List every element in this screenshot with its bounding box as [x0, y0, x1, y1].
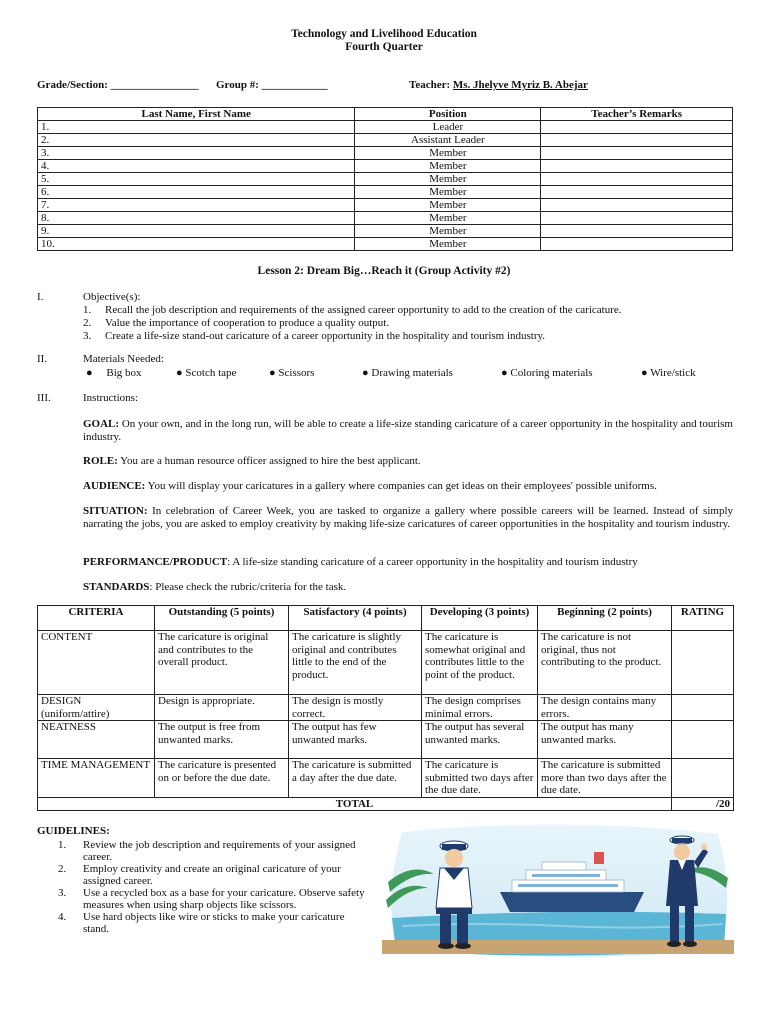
rubric-outstanding-cell: Design is appropriate. [155, 695, 289, 721]
rubric-criteria-cell: NEATNESS [38, 721, 155, 759]
standards-label: STANDARDS [83, 581, 150, 593]
rubric-satisfactory-cell: The design is mostly correct. [289, 695, 422, 721]
rubric-criteria-cell: CONTENT [38, 631, 155, 695]
bullet-icon: ● [362, 367, 369, 379]
material-label: Big box [106, 367, 142, 379]
member-remarks-cell [541, 238, 733, 251]
member-remarks-cell [541, 225, 733, 238]
rubric-outstanding-cell: The output is free from unwanted marks. [155, 721, 289, 759]
rubric-beginning-cell: The caricature is submitted more than two days after the due date. [538, 759, 672, 798]
member-row [38, 134, 733, 147]
rubric-satisfactory-cell: The output has few unwanted marks. [289, 721, 422, 759]
rubric-developing-cell: The output has several unwanted marks. [422, 721, 538, 759]
objective-number: 3. [83, 330, 92, 342]
teacher-field [409, 79, 588, 91]
guideline-text: Employ creativity and create an original caricature of your assigned career. [83, 863, 341, 887]
objectives-heading: Objective(s): [83, 291, 141, 303]
material-label: Drawing materials [371, 367, 453, 379]
member-row [38, 186, 733, 199]
section-number-objectives: I. [37, 291, 44, 303]
member-remarks-cell [541, 147, 733, 160]
rubric-satisfactory-cell: The caricature is submitted a day after the due date. [289, 759, 422, 798]
rubric-header-beginning: Beginning (2 points) [538, 606, 672, 631]
section-number-instructions: III. [37, 392, 51, 404]
role-text: You are a human resource officer assigned to hire the best applicant. [117, 455, 421, 467]
member-row [38, 212, 733, 225]
member-remarks-cell [541, 134, 733, 147]
guidelines-heading: GUIDELINES: [37, 825, 110, 837]
guidelines-section [37, 825, 367, 935]
rubric-total-row [38, 797, 734, 811]
rubric-developing-cell: The design comprises minimal errors. [422, 695, 538, 721]
header-name: Last Name, First Name [38, 108, 355, 121]
rubric-header-satisfactory: Satisfactory (4 points) [289, 606, 422, 631]
member-row [38, 225, 733, 238]
member-position-cell: Member [355, 160, 541, 173]
member-row [38, 160, 733, 173]
member-remarks-cell [541, 121, 733, 134]
member-row [38, 121, 733, 134]
bullet-icon: ● [176, 367, 183, 379]
goal-paragraph [83, 418, 733, 444]
situation-paragraph [83, 505, 733, 531]
member-name-cell: 7. [38, 199, 355, 212]
objective-item [83, 304, 733, 317]
standards-text: : Please check the rubric/criteria for the task. [149, 581, 347, 593]
guideline-number: 3. [58, 887, 67, 899]
objective-item [83, 317, 733, 330]
member-name-cell: 10. [38, 238, 355, 251]
member-remarks-cell [541, 186, 733, 199]
pier [382, 940, 734, 954]
objective-text: Value the importance of cooperation to produce a quality output. [105, 317, 390, 329]
objectives-list [83, 304, 733, 343]
objectives-section [83, 291, 733, 343]
performance-text: : A life-size standing caricature of a career opportunity in the hospitality and tourism industry [227, 556, 638, 568]
rubric-outstanding-cell: The caricature is original and contributes to the overall product. [155, 631, 289, 695]
teacher-label: Teacher: [409, 79, 451, 91]
guideline-item [37, 911, 367, 935]
audience-label: AUDIENCE: [83, 480, 146, 492]
rubric-beginning-cell: The caricature is not original, thus not contributing to the product. [538, 631, 672, 695]
member-row [38, 147, 733, 160]
objective-text: Create a life-size stand-out caricature of a career opportunity in the hospitality and tourism industry. [105, 330, 546, 342]
member-position-cell: Member [355, 147, 541, 160]
audience-paragraph [83, 480, 733, 493]
guidelines-list [37, 839, 367, 935]
section-number-materials: II. [37, 353, 48, 365]
bullet-icon: ● [641, 367, 648, 379]
rubric-header-rating: RATING [672, 606, 734, 631]
member-position-cell: Member [355, 212, 541, 225]
member-name-cell: 4. [38, 160, 355, 173]
objective-item [83, 330, 733, 343]
lesson-title: Lesson 2: Dream Big…Reach it (Group Activity #2) [257, 265, 511, 277]
bullet-icon: ● [269, 367, 276, 379]
total-label: TOTAL [38, 797, 672, 811]
rubric-rating-cell [672, 631, 734, 695]
guideline-number: 2. [58, 863, 67, 875]
objective-number: 1. [83, 304, 92, 316]
cruise-crew-illustration [382, 822, 734, 962]
member-position-cell: Member [355, 225, 541, 238]
doc-title-subject: Technology and Livelihood Education [291, 28, 477, 40]
material-label: Wire/stick [650, 367, 696, 379]
member-row [38, 199, 733, 212]
bullet-icon: ● [501, 367, 508, 379]
grade-section-field: Grade/Section: ________________ [37, 79, 199, 91]
members-table [37, 107, 733, 251]
rubric-table [37, 605, 734, 811]
goal-label: GOAL: [83, 418, 120, 430]
rubric-rating-cell [672, 759, 734, 798]
material-item [641, 367, 696, 379]
rubric-row [38, 631, 734, 695]
group-number-field: Group #: ____________ [216, 79, 328, 91]
material-item [86, 367, 142, 379]
guideline-text: Use a recycled box as a base for your caricature. Observe safety measures when using sharp objects like scissors. [83, 887, 365, 911]
member-position-cell: Member [355, 238, 541, 251]
member-name-cell: 8. [38, 212, 355, 225]
material-item [362, 367, 453, 379]
rubric-satisfactory-cell: The caricature is slightly original and contributes little to the end of the product. [289, 631, 422, 695]
member-position-cell: Member [355, 173, 541, 186]
rubric-beginning-cell: The output has many unwanted marks. [538, 721, 672, 759]
rubric-criteria-cell: DESIGN (uniform/attire) [38, 695, 155, 721]
rubric-row [38, 695, 734, 721]
member-position-cell: Member [355, 199, 541, 212]
standards-paragraph [83, 581, 733, 594]
instructions-heading: Instructions: [83, 392, 138, 404]
material-item [501, 367, 593, 379]
rubric-outstanding-cell: The caricature is presented on or before the due date. [155, 759, 289, 798]
bullet-icon: ● [86, 367, 93, 379]
doc-title-quarter: Fourth Quarter [345, 41, 423, 53]
rubric-header-criteria: CRITERIA [38, 606, 155, 631]
guideline-item [37, 863, 367, 887]
performance-label: PERFORMANCE/PRODUCT [83, 556, 228, 568]
header-remarks: Teacher’s Remarks [541, 108, 733, 121]
member-row [38, 173, 733, 186]
rubric-row [38, 759, 734, 798]
rubric-row [38, 721, 734, 759]
material-label: Scissors [278, 367, 315, 379]
member-name-cell: 6. [38, 186, 355, 199]
total-value: /20 [672, 797, 734, 811]
material-item [176, 367, 236, 379]
goal-text: On your own, and in the long run, will be able to create a life-size standing caricature of a career opportunity in the hospitality and tourism industry. [83, 418, 733, 443]
role-paragraph [83, 455, 733, 468]
rubric-header-row [38, 606, 734, 631]
role-label: ROLE: [83, 455, 118, 467]
rubric-header-developing: Developing (3 points) [422, 606, 538, 631]
member-name-cell: 1. [38, 121, 355, 134]
member-row [38, 238, 733, 251]
member-name-cell: 9. [38, 225, 355, 238]
rubric-rating-cell [672, 695, 734, 721]
rubric-beginning-cell: The design contains many errors. [538, 695, 672, 721]
rubric-header-outstanding: Outstanding (5 points) [155, 606, 289, 631]
members-header-row [38, 108, 733, 121]
audience-text: You will display your caricatures in a gallery where companies can get ideas on their employees' possible uniforms. [145, 480, 657, 492]
rubric-developing-cell: The caricature is somewhat original and contributes little to the point of the product. [422, 631, 538, 695]
material-label: Scotch tape [185, 367, 237, 379]
situation-text: In celebration of Career Week, you are tasked to organize a gallery where possible careers will be learned. Instead of simply narrating the jobs, you are asked to employ creativity by making life-size caricatures of career opportunities in the hospitality and tourism industry. [83, 505, 733, 530]
objective-number: 2. [83, 317, 92, 329]
member-remarks-cell [541, 173, 733, 186]
member-name-cell: 3. [38, 147, 355, 160]
rubric-rating-cell [672, 721, 734, 759]
materials-heading: Materials Needed: [83, 353, 164, 365]
member-remarks-cell [541, 160, 733, 173]
member-remarks-cell [541, 199, 733, 212]
guideline-number: 4. [58, 911, 67, 923]
material-item [269, 367, 314, 379]
teacher-name: Ms. Jhelyve Myriz B. Abejar [452, 79, 588, 91]
rubric-criteria-cell: TIME MANAGEMENT [38, 759, 155, 798]
guideline-item [37, 887, 367, 911]
member-position-cell: Assistant Leader [355, 134, 541, 147]
guideline-number: 1. [58, 839, 67, 851]
guideline-text: Use hard objects like wire or sticks to make your caricature stand. [83, 911, 345, 935]
material-label: Coloring materials [510, 367, 593, 379]
member-position-cell: Member [355, 186, 541, 199]
guideline-text: Review the job description and requirements of your assigned career. [83, 839, 356, 863]
member-remarks-cell [541, 212, 733, 225]
guideline-item [37, 839, 367, 863]
member-position-cell: Leader [355, 121, 541, 134]
header-position: Position [355, 108, 541, 121]
rubric-developing-cell: The caricature is submitted two days after the due date. [422, 759, 538, 798]
objective-text: Recall the job description and requirements of the assigned career opportunity to add to the creation of the caricature. [105, 304, 622, 316]
member-name-cell: 2. [38, 134, 355, 147]
situation-label: SITUATION: [83, 505, 148, 517]
member-name-cell: 5. [38, 173, 355, 186]
performance-paragraph [83, 556, 733, 569]
